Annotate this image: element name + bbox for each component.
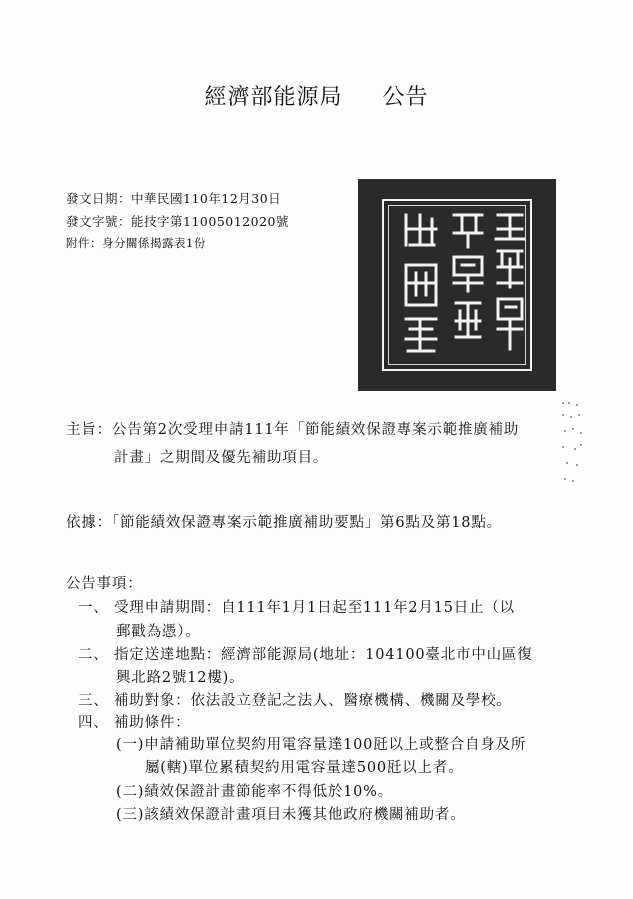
- announcement-item-1: 一、 受理申請期間：自111年1月1日起至111年2月15日止（以: [78, 600, 515, 616]
- announcement-item-2: 二、 指定送達地點：經濟部能源局(地址：104100臺北市中山區復: [78, 647, 533, 663]
- subject-line-2: 計畫」之期間及優先補助項目。: [114, 450, 329, 466]
- doc-number-value: 能技字第11005012020號: [131, 214, 289, 229]
- doc-number-label: 發文字號：: [66, 214, 132, 229]
- announcement-item-1-cont: 郵戳為憑）。: [116, 624, 201, 640]
- condition-1-cont: 屬(轄)單位累積契約用電容量達500瓩以上者。: [145, 760, 464, 776]
- subject-line-1: 主旨：公告第2次受理申請111年「節能績效保證專案示範推廣補助: [66, 422, 520, 438]
- issue-date-line: [66, 189, 281, 207]
- announcement-item-2-cont: 興北路2號12樓)。: [116, 670, 245, 686]
- scan-marks: [560, 400, 586, 485]
- page-title: [0, 80, 633, 111]
- agency-name: 經濟部能源局: [204, 85, 343, 110]
- seal-glyphs: [358, 179, 556, 391]
- issue-date-value: 中華民國110年12月30日: [131, 191, 282, 206]
- attachment-label: 附件：: [66, 236, 102, 250]
- condition-1: (一)申請補助單位契約用電容量達100瓩以上或整合自身及所: [116, 737, 527, 753]
- attachment-value: 身分關係揭露表1份: [102, 236, 206, 250]
- announcement-item-4: 四、 補助條件：: [78, 715, 191, 731]
- issue-date-label: 發文日期：: [66, 191, 132, 206]
- official-seal-icon: [358, 179, 556, 391]
- announcement-item-3: 三、 補助對象：依法設立登記之法人、醫療機構、機關及學校。: [78, 693, 512, 709]
- attachment-line: [66, 235, 206, 251]
- announcement-heading: 公告事項：: [66, 576, 143, 592]
- doc-number-line: [66, 212, 289, 230]
- condition-3: (三)該績效保證計畫項目未獲其他政府機關補助者。: [116, 807, 466, 823]
- basis-line: 依據：「節能績效保證專案示範推廣補助要點」第6點及第18點。: [66, 515, 502, 531]
- condition-2: (二)績效保證計畫節能率不得低於10%。: [116, 784, 394, 800]
- doc-type: 公告: [382, 85, 429, 110]
